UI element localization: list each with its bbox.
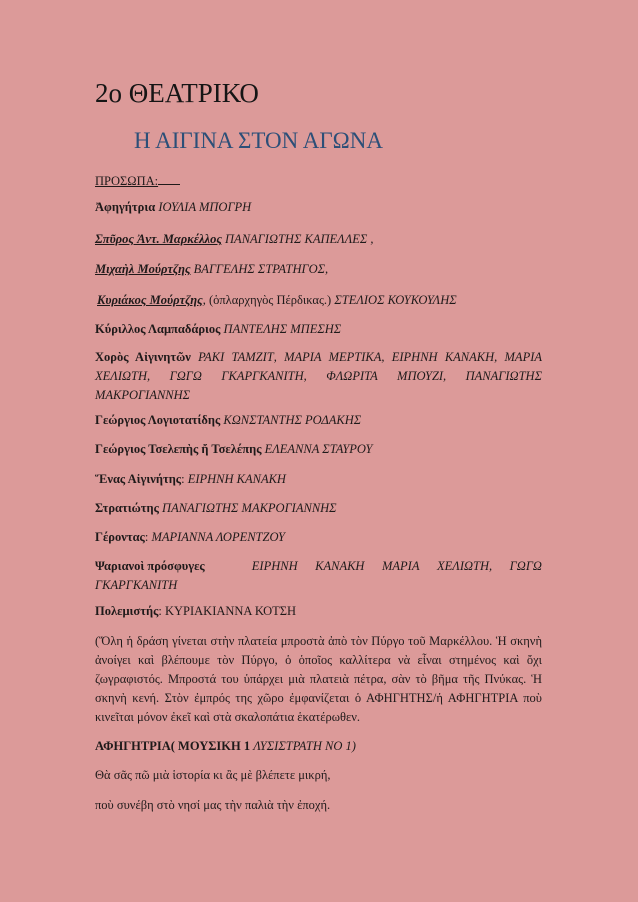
cast-role: Ψαριανοὶ πρόσφυγες <box>95 559 205 573</box>
cast-actor: ΕΛΕΑΝΝΑ ΣΤΑΥΡΟΥ <box>264 442 373 456</box>
cast-actor: ΠΑΝΑΓΙΩΤΗΣ ΚΑΠΕΛΛΕΣ , <box>225 232 374 246</box>
cast-heading-label: ΠΡΟΣΩΠΑ: <box>95 174 159 188</box>
cast-entry <box>95 411 542 430</box>
cast-actor: ΡΑΚΙ ΤΑΜΖΙΤ, ΜΑΡΙΑ ΜΕΡΤΙΚΑ, ΕΙΡΗΝΗ ΚΑΝΑΚΗ, ΜΑΡΙΑ ΧΕΛΙΩΤΗ, ΓΩΓΩ ΓΚΑΡΓΚΑΝΙΤΗ, ΦΛΩΡΙΤΑ ΜΠΟΥΖΙ, ΠΑΝΑΓΙΩΤΗΣ ΜΑΚΡΟΓΙΑΝΝΗΣ <box>95 350 543 402</box>
cast-actor: ΒΑΓΓΕΛΗΣ ΣΤΡΑΤΗΓΟΣ, <box>193 262 329 276</box>
cast-actor-word: ΜΑΡΙΑ <box>381 559 420 573</box>
cast-entry <box>95 499 542 518</box>
cast-entry <box>95 320 542 339</box>
cast-actor: ΣΤΕΛΙΟΣ ΚΟΥΚΟΥΛΗΣ <box>334 293 457 307</box>
cast-entry <box>95 470 542 489</box>
cast-role: Ἀφηγήτρια <box>95 200 156 214</box>
cast-role: Γεώργιος Λογιοτατίδης <box>95 413 221 427</box>
cast-actor-word: ΕΙΡΗΝΗ <box>251 559 298 573</box>
cast-entry <box>95 440 542 459</box>
cast-role: Ἕνας Αἰγινήτης <box>95 472 182 486</box>
cast-entry-line <box>95 557 542 576</box>
cast-actor: ΜΑΡΙΑΝΝΑ ΛΟΡΕΝΤΖΟΥ <box>151 530 285 544</box>
cast-role: Σπῦρος Ἀντ. Μαρκέλλος <box>95 232 222 246</box>
cue-track: ΛΥΣΙΣΤΡΑΤΗ ΝΟ 1) <box>253 739 356 753</box>
stage-direction: (Ὅλη ἡ δράση γίνεται στὴν πλατεία μπροστὰ ἀπὸ τὸν Πύργο τοῦ Μαρκέλλου. Ἡ σκηνὴ ἀνοίγει καὶ βλέπουμε τὸν Πύργο, ὁ ὁποῖος καλλίτερα νὰ εἶναι στημένος καὶ ὄχι ζωγραφιστός. Μπροστά του ὑπάρχει μιὰ πλατειὰ πέτρα, σὰν τὸ βῆμα τῆς Πνύκας. Ἡ σκηνὴ κενή. Στὸν ἐμπρός της χῶρο ἐμφανίζεται ὁ ΑΦΗΓΗΤΗΣ/ἡ ΑΦΗΓΗΤΡΙΑ ποὺ κινεῖται μόνον ἐκεῖ καὶ στὰ σκαλοπάτια ἑκατέρωθεν. <box>95 634 542 724</box>
cast-entry-chorus <box>95 348 542 405</box>
cast-actor: ΠΑΝΑΓΙΩΤΗΣ ΜΑΚΡΟΓΙΑΝΝΗΣ <box>162 501 337 515</box>
verse-line: Θὰ σᾶς πῶ μιὰ ἱστορία κι ἂς μὲ βλέπετε μικρή, <box>95 768 331 782</box>
cast-separator: : <box>158 604 162 618</box>
cast-role: Κυριάκος Μούρτζης <box>97 293 203 307</box>
cast-actor: ΚΥΡΙΑΚΙΑΝΝΑ ΚΟΤΣΗ <box>164 604 297 618</box>
document-title: 2ο ΘΕΑΤΡΙΚΟ <box>95 78 259 108</box>
cast-role: Κύριλλος Λαμπαδάριος <box>95 322 221 336</box>
cast-actor: ΚΩΝΣΤΑΝΤΗΣ ΡΟΔΑΚΗΣ <box>223 413 362 427</box>
cast-entry <box>95 291 542 310</box>
cast-heading-underline <box>158 174 180 185</box>
cast-role: Πολεμιστής <box>95 604 159 618</box>
cast-entry <box>95 230 542 249</box>
cast-actor-continued: ΓΚΑΡΓΚΑΝΙΤΗ <box>95 578 178 592</box>
cast-separator: : <box>181 472 185 486</box>
cast-actor: ΙΟΥΛΙΑ ΜΠΟΓΡΗ <box>158 200 252 214</box>
narrator-cue <box>95 737 542 756</box>
cast-heading <box>95 172 542 191</box>
cast-role: Χορὸς Αἰγινητῶν <box>95 350 191 364</box>
cast-role: Γέροντας <box>95 530 145 544</box>
cast-actor: ΕΙΡΗΝΗ ΚΑΝΑΚΗ <box>187 472 286 486</box>
cast-actor-word: ΚΑΝΑΚΗ <box>315 559 365 573</box>
cast-separator: : <box>144 530 149 544</box>
cast-gap <box>222 557 234 576</box>
cast-entry <box>95 260 542 279</box>
cast-entry <box>95 198 542 217</box>
cast-actor-word: ΓΩΓΩ <box>509 559 542 573</box>
cast-entry <box>95 528 542 547</box>
cast-role: Στρατιώτης <box>95 501 159 515</box>
cue-speaker: ΑΦΗΓΗΤΡΙΑ( <box>95 739 175 753</box>
cast-role: Μιχαὴλ Μούρτζης <box>95 262 191 276</box>
cast-actor-word: ΧΕΛΙΩΤΗ, <box>437 559 493 573</box>
cast-role: Γεώργιος Τσελεπὴς ἤ Τσελέπης <box>95 442 262 456</box>
cast-actor: ΠΑΝΤΕΛΗΣ ΜΠΕΣΗΣ <box>223 322 342 336</box>
play-subtitle: Η ΑΙΓΙΝΑ ΣΤΟΝ ΑΓΩΝΑ <box>134 128 383 153</box>
verse-line: ποὺ συνέβη στὸ νησί μας τὴν παλιὰ τὴν ἐποχή. <box>95 798 331 812</box>
cue-music: ΜΟΥΣΙΚΗ 1 <box>178 739 251 753</box>
cast-entry-refugees <box>95 557 542 595</box>
cast-entry <box>95 602 542 621</box>
cast-note: , (ὁπλαρχηγὸς Πέρδικας.) <box>202 293 332 307</box>
